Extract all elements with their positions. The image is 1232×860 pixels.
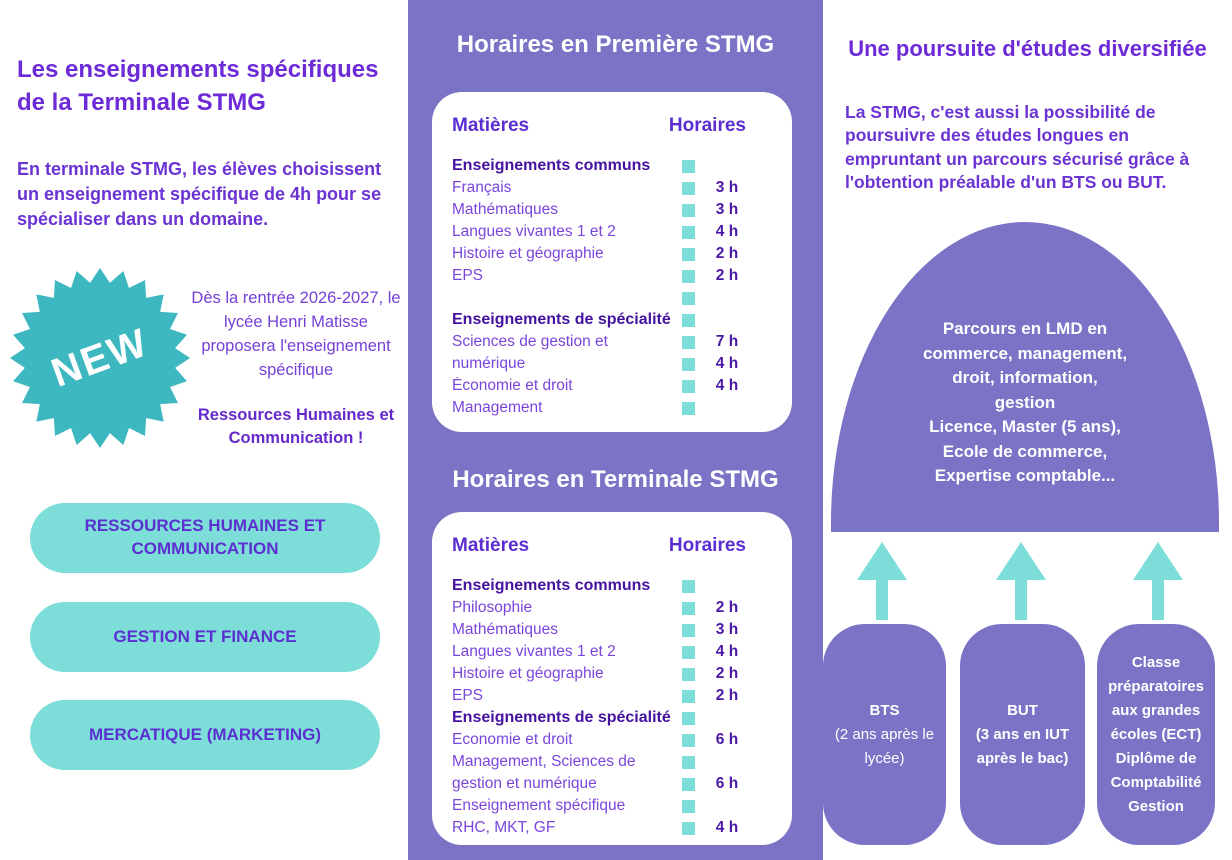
dome-line: gestion xyxy=(994,392,1056,412)
subject-label: Economie et droit xyxy=(452,731,573,748)
dome-line: droit, information, xyxy=(952,368,1098,387)
subject-label: Français xyxy=(452,179,512,196)
subject-label: Mathématiques xyxy=(452,621,558,638)
subject-label: gestion et numérique xyxy=(452,775,597,792)
dome-line: Licence, Master (5 ans), xyxy=(929,417,1121,436)
specialite-pill-mercatique xyxy=(30,700,380,770)
bullet-square-icon xyxy=(682,336,695,349)
subject-label: Enseignements communs xyxy=(452,157,651,174)
subject-label: Management xyxy=(452,399,543,416)
table-row xyxy=(452,707,772,729)
table-row xyxy=(452,375,772,397)
table-row xyxy=(452,177,772,199)
right-section-title: Une poursuite d'études diversifiée xyxy=(848,36,1207,61)
matieres-header: Matières xyxy=(452,535,530,556)
pill-label: RESSOURCES HUMAINES ET COMMUNICATION xyxy=(84,516,326,558)
pathway-box-bts xyxy=(823,624,946,845)
subject-label: Enseignements communs xyxy=(452,577,651,594)
pathway-box-cpge xyxy=(1097,624,1215,845)
terminale-hours-card xyxy=(432,512,792,845)
bullet-square-icon xyxy=(682,756,695,769)
hours-value: 2 h xyxy=(715,245,739,262)
bullet-square-icon xyxy=(682,248,695,261)
table-row xyxy=(452,155,772,177)
subject-label: Sciences de gestion et xyxy=(452,333,608,350)
table-row xyxy=(452,619,772,641)
premiere-table xyxy=(452,155,772,419)
hours-value: 2 h xyxy=(715,267,739,284)
bullet-square-icon xyxy=(682,712,695,725)
bullet-square-icon xyxy=(682,182,695,195)
up-arrow-icon xyxy=(1130,542,1186,620)
table-row xyxy=(452,331,772,353)
box-subtitle: (2 ans après le lycée) xyxy=(834,725,935,767)
bullet-square-icon xyxy=(682,160,695,173)
table-row xyxy=(452,287,772,309)
hours-value: 6 h xyxy=(715,731,739,748)
table-header xyxy=(452,115,772,137)
specialite-pill-gestion-finance xyxy=(30,602,380,672)
bullet-square-icon xyxy=(682,402,695,415)
table-row xyxy=(452,795,772,817)
hours-value: 4 h xyxy=(715,819,739,836)
bullet-square-icon xyxy=(682,602,695,615)
table-row xyxy=(452,641,772,663)
lmd-pathway-dome xyxy=(831,222,1219,532)
subject-label: numérique xyxy=(452,355,526,372)
left-column xyxy=(0,0,408,860)
right-column xyxy=(823,0,1232,860)
hours-value: 3 h xyxy=(715,201,739,218)
bullet-square-icon xyxy=(682,204,695,217)
bullet-square-icon xyxy=(682,778,695,791)
dome-line: Expertise comptable... xyxy=(934,466,1116,485)
specialite-pill-rhc xyxy=(30,503,380,573)
bullet-square-icon xyxy=(682,380,695,393)
dome-text xyxy=(831,317,1219,489)
pathway-box-but xyxy=(960,624,1085,845)
table-row xyxy=(452,751,772,773)
hours-value: 2 h xyxy=(715,687,739,704)
premiere-hours-card xyxy=(432,92,792,432)
subject-label: Histoire et géographie xyxy=(452,245,604,262)
up-arrow-icon xyxy=(854,542,910,620)
pill-label: GESTION ET FINANCE xyxy=(113,626,297,646)
terminale-hours-title: Horaires en Terminale STMG xyxy=(452,466,779,493)
table-header xyxy=(452,535,772,557)
new-badge xyxy=(10,268,190,448)
subject-label: Philosophie xyxy=(452,599,533,616)
hours-value: 2 h xyxy=(715,599,739,616)
bullet-square-icon xyxy=(682,580,695,593)
table-row xyxy=(452,685,772,707)
dome-line: Parcours en LMD en xyxy=(942,319,1108,338)
hours-value: 4 h xyxy=(715,223,739,240)
bullet-square-icon xyxy=(682,690,695,703)
subject-label: Enseignements de spécialité xyxy=(452,311,671,328)
hours-value: 2 h xyxy=(715,665,739,682)
subject-label: Langues vivantes 1 et 2 xyxy=(452,223,616,240)
table-row xyxy=(452,309,772,331)
premiere-hours-title: Horaires en Première STMG xyxy=(456,31,775,58)
hours-value: 3 h xyxy=(715,179,739,196)
box-title: BTS xyxy=(869,701,900,719)
table-row xyxy=(452,353,772,375)
horaires-header: Horaires xyxy=(668,535,746,556)
subject-label: EPS xyxy=(452,267,484,284)
bullet-square-icon xyxy=(682,734,695,747)
table-row xyxy=(452,817,772,839)
bullet-square-icon xyxy=(682,624,695,637)
table-row xyxy=(452,729,772,751)
hours-value: 6 h xyxy=(715,775,739,792)
table-row xyxy=(452,597,772,619)
bullet-square-icon xyxy=(682,800,695,813)
bullet-square-icon xyxy=(682,314,695,327)
hours-value: 4 h xyxy=(715,355,739,372)
matieres-header: Matières xyxy=(452,115,530,136)
subject-label: RHC, MKT, GF xyxy=(452,819,556,836)
bullet-square-icon xyxy=(682,822,695,835)
table-row xyxy=(452,265,772,287)
dome-line: Ecole de commerce, xyxy=(942,441,1108,461)
subject-label: Histoire et géographie xyxy=(452,665,604,682)
subject-label: Enseignement spécifique xyxy=(452,797,626,814)
hours-value: 7 h xyxy=(715,333,739,350)
subject-label: Enseignements de spécialité xyxy=(452,709,671,726)
hours-value: 4 h xyxy=(715,377,739,394)
table-row xyxy=(452,221,772,243)
table-row xyxy=(452,773,772,795)
terminale-table xyxy=(452,575,772,839)
hours-value: 4 h xyxy=(715,643,739,660)
dome-line: commerce, management, xyxy=(922,343,1128,363)
subject-label: Langues vivantes 1 et 2 xyxy=(452,643,616,660)
pill-label: MERCATIQUE (MARKETING) xyxy=(89,724,321,744)
subject-label: Mathématiques xyxy=(452,201,558,218)
up-arrow-icon xyxy=(993,542,1049,620)
hours-value: 3 h xyxy=(715,621,739,638)
subject-label: Économie et droit xyxy=(452,377,573,394)
table-row xyxy=(452,397,772,419)
right-intro-text: La STMG, c'est aussi la possibilité de poursuivre des études longues en empruntant un parcours sécurisé grâce à l'obtention préalable d'un BTS ou BUT. xyxy=(845,102,1190,192)
bullet-square-icon xyxy=(682,292,695,305)
table-row xyxy=(452,199,772,221)
table-row xyxy=(452,575,772,597)
bullet-square-icon xyxy=(682,358,695,371)
bullet-square-icon xyxy=(682,270,695,283)
new-announcement-text: Dès la rentrée 2026-2027, le lycée Henri Matisse proposera l'enseignement spécifique xyxy=(191,289,401,379)
new-announcement-highlight: Ressources Humaines et Communication ! xyxy=(197,406,395,448)
subject-label: Management, Sciences de xyxy=(452,753,636,770)
table-row xyxy=(452,243,772,265)
subject-label: EPS xyxy=(452,687,484,704)
middle-column xyxy=(408,0,823,860)
bullet-square-icon xyxy=(682,226,695,239)
bullet-square-icon xyxy=(682,668,695,681)
box-subtitle: Classe préparatoires aux grandes écoles (ECT) Diplôme de Comptabilité Gestion xyxy=(1108,653,1204,815)
new-badge-label: NEW xyxy=(45,319,155,396)
bullet-square-icon xyxy=(682,646,695,659)
box-title: BUT xyxy=(1007,701,1038,719)
box-subtitle: (3 ans en IUT après le bac) xyxy=(975,725,1070,767)
left-section-title: Les enseignements spécifiques de la Terminale STMG xyxy=(17,56,379,116)
left-intro-text: En terminale STMG, les élèves choisissent un enseignement spécifique de 4h pour se spécialiser dans un domaine. xyxy=(17,159,382,229)
table-row xyxy=(452,663,772,685)
horaires-header: Horaires xyxy=(668,115,746,136)
